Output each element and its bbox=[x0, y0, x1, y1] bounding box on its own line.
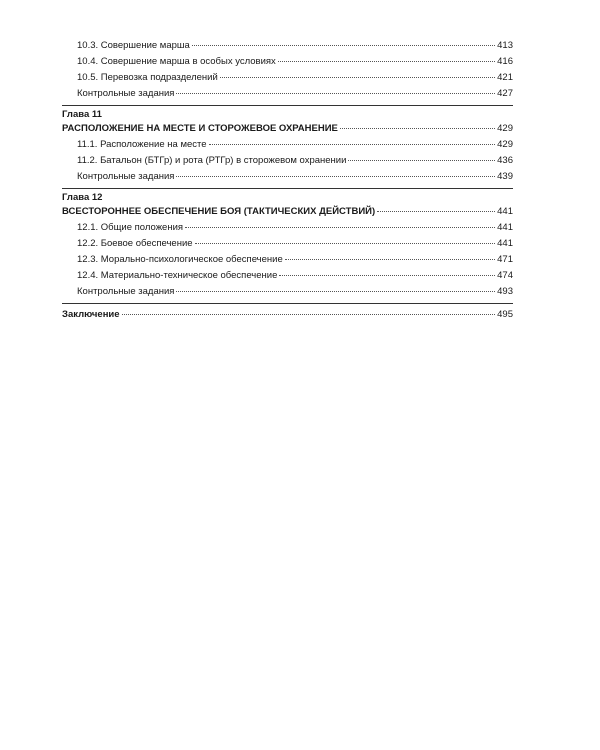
leader-dots bbox=[209, 144, 496, 145]
toc-entry bbox=[62, 220, 513, 236]
toc-entry bbox=[62, 137, 513, 153]
chapter-title: ВСЕСТОРОННЕЕ ОБЕСПЕЧЕНИЕ БОЯ (ТАКТИЧЕСКИХ ДЕЙСТВИЙ) bbox=[62, 206, 376, 217]
leader-dots bbox=[285, 259, 495, 260]
toc-entry-title: 12.3. Морально-психологическое обеспечение bbox=[77, 254, 283, 265]
leader-dots bbox=[195, 243, 496, 244]
chapter-page: 441 bbox=[497, 206, 513, 217]
toc-entry-page: 421 bbox=[497, 72, 513, 83]
toc-entry-title: 11.1. Расположение на месте bbox=[77, 139, 207, 150]
toc-entry bbox=[62, 252, 513, 268]
toc-entry-page: 439 bbox=[497, 171, 513, 182]
chapter-label: Глава 11 bbox=[62, 109, 102, 120]
toc-entry bbox=[62, 86, 513, 102]
leader-dots bbox=[279, 275, 495, 276]
toc-entry-title: 10.5. Перевозка подразделений bbox=[77, 72, 218, 83]
toc-entry bbox=[62, 268, 513, 284]
conclusion-entry bbox=[62, 307, 513, 323]
chapter-heading bbox=[62, 204, 513, 220]
leader-dots bbox=[185, 227, 495, 228]
conclusion-title: Заключение bbox=[62, 309, 120, 320]
toc-entry-title: 11.2. Батальон (БТГр) и рота (РТГр) в сторожевом охранении bbox=[77, 155, 347, 166]
toc-entry-title: 12.1. Общие положения bbox=[77, 222, 184, 233]
table-of-contents bbox=[62, 38, 513, 323]
toc-entry-title: 12.2. Боевое обеспечение bbox=[77, 238, 193, 249]
toc-entry-page: 441 bbox=[497, 238, 513, 249]
chapter-page: 429 bbox=[497, 123, 513, 134]
toc-entry bbox=[62, 153, 513, 169]
toc-entry-title: Контрольные задания bbox=[77, 286, 175, 297]
toc-entry-page: 493 bbox=[497, 286, 513, 297]
toc-entry-page: 441 bbox=[497, 222, 513, 233]
leader-dots bbox=[377, 211, 495, 212]
chapter-title: РАСПОЛОЖЕНИЕ НА МЕСТЕ И СТОРОЖЕВОЕ ОХРАНЕНИЕ bbox=[62, 123, 338, 134]
leader-dots bbox=[192, 45, 495, 46]
toc-entry-page: 429 bbox=[497, 139, 513, 150]
leader-dots bbox=[122, 314, 496, 315]
toc-entry-title: 10.3. Совершение марша bbox=[77, 40, 190, 51]
section-divider bbox=[62, 188, 513, 189]
leader-dots bbox=[176, 176, 495, 177]
section-divider bbox=[62, 303, 513, 304]
chapter-label: Глава 12 bbox=[62, 192, 103, 203]
toc-entry bbox=[62, 38, 513, 54]
toc-entry-page: 436 bbox=[497, 155, 513, 166]
toc-entry-page: 471 bbox=[497, 254, 513, 265]
toc-entry-page: 416 bbox=[497, 56, 513, 67]
leader-dots bbox=[176, 93, 495, 94]
leader-dots bbox=[220, 77, 495, 78]
leader-dots bbox=[348, 160, 495, 161]
toc-entry bbox=[62, 169, 513, 185]
toc-entry-title: 12.4. Материально-техническое обеспечение bbox=[77, 270, 278, 281]
leader-dots bbox=[278, 61, 495, 62]
conclusion-page: 495 bbox=[497, 309, 513, 320]
toc-entry bbox=[62, 284, 513, 300]
toc-entry-title: 10.4. Совершение марша в особых условиях bbox=[77, 56, 276, 67]
toc-entry bbox=[62, 70, 513, 86]
chapter-heading bbox=[62, 121, 513, 137]
toc-entry-title: Контрольные задания bbox=[77, 171, 175, 182]
toc-entry-title: Контрольные задания bbox=[77, 88, 175, 99]
leader-dots bbox=[176, 291, 495, 292]
toc-entry-page: 413 bbox=[497, 40, 513, 51]
section-divider bbox=[62, 105, 513, 106]
toc-entry-page: 474 bbox=[497, 270, 513, 281]
toc-entry-page: 427 bbox=[497, 88, 513, 99]
toc-entry bbox=[62, 236, 513, 252]
toc-entry bbox=[62, 54, 513, 70]
leader-dots bbox=[340, 128, 495, 129]
